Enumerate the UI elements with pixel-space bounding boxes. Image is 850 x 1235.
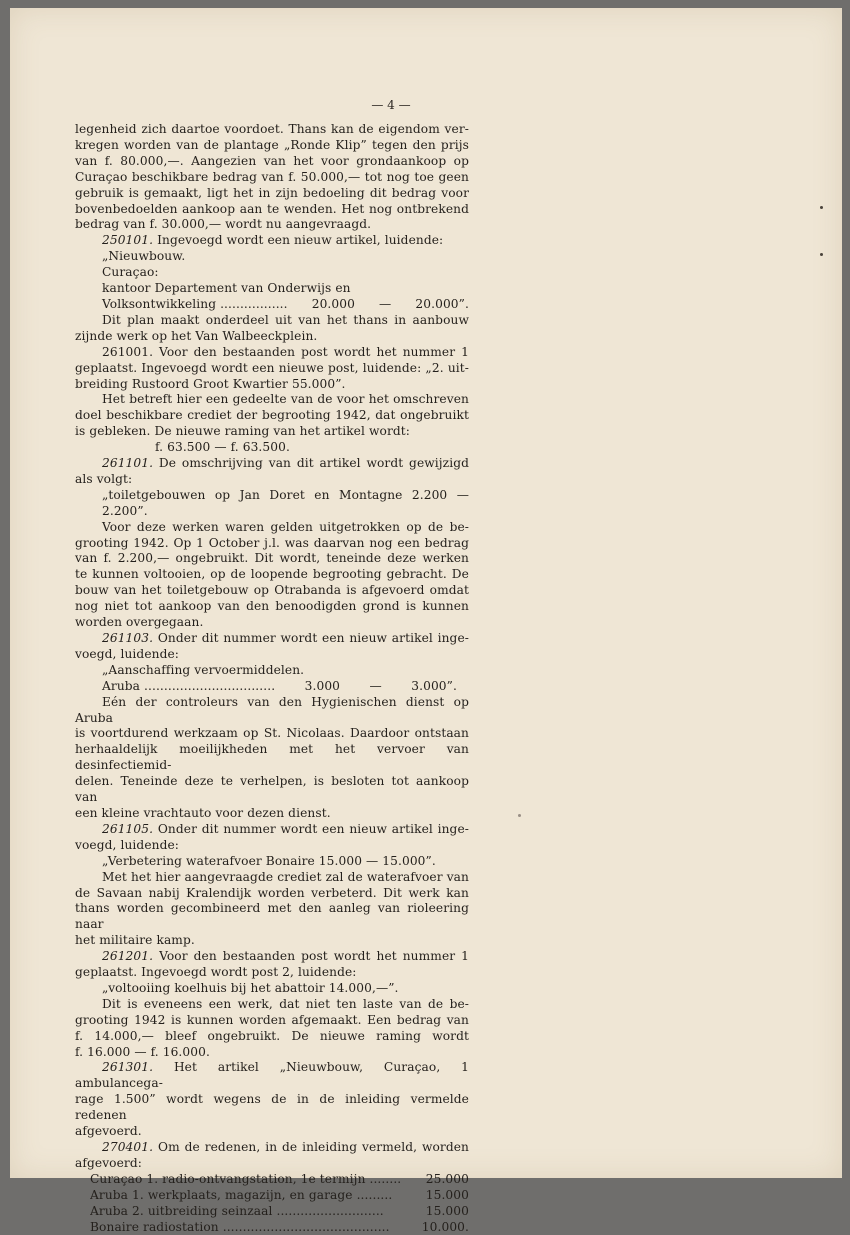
article-270401 bbox=[75, 1140, 469, 1156]
amount-value: 20.000”. bbox=[415, 296, 469, 311]
amount-row: f. 63.500 — f. 63.500. bbox=[155, 440, 290, 455]
article-text: Onder dit nummer wordt een nieuw artikel inge- bbox=[153, 631, 469, 645]
article-text: Om de redenen, in de inleiding vermeld, worden bbox=[153, 1140, 469, 1154]
text-line: Dit is eveneens een werk, dat niet ten laste van de be- bbox=[102, 996, 469, 1011]
text-line: te kunnen voltooien, op de loopende begrooting gebracht. De bbox=[75, 567, 469, 582]
amount-dash: — bbox=[369, 678, 382, 693]
text-line: is voortdurend werkzaam op St. Nicolaas. Daardoor ontstaan bbox=[75, 726, 469, 741]
text-line: een kleine vrachtauto voor dezen dienst. bbox=[75, 805, 331, 820]
article-number: 261105. bbox=[102, 821, 154, 836]
text-line: Voor deze werken waren gelden uitgetrokken op de be- bbox=[102, 519, 469, 534]
quoted-line: „voltooiing koelhuis bij het abattoir 14.000,—”. bbox=[102, 980, 399, 995]
amount-label: Volksontwikkeling ................. bbox=[102, 296, 288, 311]
table-row-value: 25.000 bbox=[425, 1171, 469, 1186]
text-line: geplaatst. Ingevoegd wordt een nieuwe post, luidende: „2. uit- bbox=[75, 360, 469, 375]
article-number: 261301. bbox=[102, 1060, 154, 1075]
text-line: Het betreft hier een gedeelte van de voor het omschreven bbox=[102, 392, 469, 407]
quoted-line: „Verbetering waterafvoer Bonaire 15.000 — 15.000”. bbox=[102, 853, 436, 868]
amount-row bbox=[75, 297, 469, 313]
article-text: Ingevoegd wordt een nieuw artikel, luidende: bbox=[153, 233, 444, 248]
table-row-value: 15.000 bbox=[425, 1187, 469, 1202]
article-number: 261103. bbox=[102, 631, 154, 645]
amount-label: Aruba ................................. bbox=[102, 678, 276, 693]
article-number: 261201. bbox=[102, 949, 154, 964]
article-text: De omschrijving van dit artikel wordt gewijzigd bbox=[153, 456, 469, 471]
article-261101 bbox=[75, 456, 469, 472]
article-number: 250101. bbox=[102, 233, 154, 248]
text-line: van f. 80.000,—. Aangezien van het voor grondaankoop op bbox=[75, 153, 469, 168]
article-text: Onder dit nummer wordt een nieuw artikel inge- bbox=[153, 821, 469, 836]
paper-speck bbox=[820, 253, 823, 256]
table-row bbox=[75, 1172, 469, 1188]
article-number: 261101. bbox=[102, 456, 154, 471]
text-line: worden overgegaan. bbox=[75, 615, 204, 630]
amount-dash: — bbox=[379, 296, 392, 311]
text-line: Met het hier aangevraagde crediet zal de waterafvoer van bbox=[102, 869, 469, 884]
article-261103 bbox=[75, 631, 469, 647]
text-line: gebruik is gemaakt, ligt het in zijn bedoeling dit bedrag voor bbox=[75, 185, 469, 200]
text-line: afgevoerd: bbox=[75, 1155, 142, 1170]
paper-speck bbox=[820, 206, 823, 209]
amount-value: 3.000 bbox=[304, 678, 341, 693]
paper-speck bbox=[518, 814, 521, 817]
text-line: bedrag van f. 30.000,— wordt nu aangevraagd. bbox=[75, 217, 372, 232]
text-line: de Savaan nabij Kralendijk worden verbeterd. Dit werk kan bbox=[75, 885, 469, 900]
table-row-label: Aruba 2. uitbreiding seinzaal ........................... bbox=[90, 1203, 384, 1218]
article-text: Het artikel „Nieuwbouw, Curaçao, 1 ambulancega- bbox=[75, 1060, 469, 1091]
table-row bbox=[75, 1188, 469, 1204]
text-line: f. 16.000 — f. 16.000. bbox=[75, 1044, 210, 1059]
text-line: bouw van het toiletgebouw op Otrabanda is afgevoerd omdat bbox=[75, 583, 469, 598]
article-261201 bbox=[75, 949, 469, 965]
text-line: het militaire kamp. bbox=[75, 933, 195, 948]
text-line: grooting 1942 is kunnen worden afgemaakt. Een bedrag van bbox=[75, 1012, 469, 1027]
text-line: breiding Rustoord Groot Kwartier 55.000”. bbox=[75, 376, 346, 391]
text-line: afgevoerd. bbox=[75, 1124, 142, 1139]
table-row bbox=[75, 1220, 469, 1235]
amount-row bbox=[75, 679, 469, 695]
text-line: zijnde werk op het Van Walbeeckplein. bbox=[75, 328, 318, 343]
text-line: is gebleken. De nieuwe raming van het artikel wordt: bbox=[75, 424, 410, 439]
table-row-value: 15.000 bbox=[425, 1203, 469, 1218]
amount-value: 20.000 bbox=[311, 296, 355, 311]
text-line: Curaçao beschikbare bedrag van f. 50.000,— tot nog toe geen bbox=[75, 169, 469, 184]
text-line: legenheid zich daartoe voordoet. Thans kan de eigendom ver- bbox=[75, 122, 469, 136]
text-line: rage 1.500” wordt wegens de in de inleiding vermelde redenen bbox=[75, 1092, 469, 1123]
article-261105 bbox=[75, 822, 469, 838]
text-line: van f. 2.200,— ongebruikt. Dit wordt, teneinde deze werken bbox=[75, 551, 469, 566]
article-number: 270401. bbox=[102, 1140, 154, 1154]
text-line: Curaçao: bbox=[102, 265, 159, 280]
page-number: — 4 — bbox=[371, 98, 411, 112]
text-line: „Aanschaffing vervoermiddelen. bbox=[102, 662, 305, 677]
text-line: als volgt: bbox=[75, 471, 133, 486]
text-line: voegd, luidende: bbox=[75, 646, 180, 661]
table-row-label: Bonaire radiostation .......................................... bbox=[90, 1219, 390, 1234]
text-line: kantoor Departement van Onderwijs en bbox=[102, 281, 351, 296]
text-line: f. 14.000,— bleef ongebruikt. De nieuwe raming wordt bbox=[75, 1028, 469, 1043]
text-line: herhaaldelijk moeilijkheden met het vervoer van desinfectiemid- bbox=[75, 742, 469, 773]
amount-value: 3.000”. bbox=[411, 678, 457, 693]
text-line: 261001. Voor den bestaanden post wordt het nummer 1 bbox=[102, 344, 469, 359]
article-text: Voor den bestaanden post wordt het nummer 1 bbox=[153, 949, 469, 964]
quoted-line: „toiletgebouwen op Jan Doret en Montagne 2.200 — 2.200”. bbox=[102, 487, 469, 518]
text-line: nog niet tot aankoop van den benoodigden grond is kunnen bbox=[75, 599, 469, 614]
text-line: kregen worden van de plantage „Ronde Klip” tegen den prijs bbox=[75, 137, 469, 152]
table-row-label: Curaçao 1. radio-ontvangstation, 1e termijn ........ bbox=[90, 1171, 402, 1186]
table-row-label: Aruba 1. werkplaats, magazijn, en garage ......... bbox=[90, 1187, 393, 1202]
text-line: grooting 1942. Op 1 October j.l. was daarvan nog een bedrag bbox=[75, 535, 469, 550]
text-line: Eén der controleurs van den Hygienischen dienst op Aruba bbox=[75, 694, 469, 725]
text-line: delen. Teneinde deze te verhelpen, is besloten tot aankoop van bbox=[75, 774, 469, 805]
text-line: thans worden gecombineerd met den aanleg van rioleering naar bbox=[75, 901, 469, 932]
table-row-value: 10.000. bbox=[421, 1219, 469, 1234]
article-250101 bbox=[75, 233, 469, 249]
table-row bbox=[75, 1204, 469, 1220]
article-261301 bbox=[75, 1060, 469, 1092]
text-line: voegd, luidende: bbox=[75, 837, 180, 852]
text-line: Dit plan maakt onderdeel uit van het thans in aanbouw bbox=[102, 312, 469, 327]
page-body bbox=[75, 122, 469, 1235]
text-line: doel beschikbare crediet der begrooting 1942, dat ongebruikt bbox=[75, 408, 469, 423]
text-line: geplaatst. Ingevoegd wordt post 2, luidende: bbox=[75, 965, 357, 980]
text-line: „Nieuwbouw. bbox=[102, 249, 186, 264]
document-page bbox=[10, 8, 842, 1234]
text-line: bovenbedoelden aankoop aan te wenden. Het nog ontbrekend bbox=[75, 201, 469, 216]
